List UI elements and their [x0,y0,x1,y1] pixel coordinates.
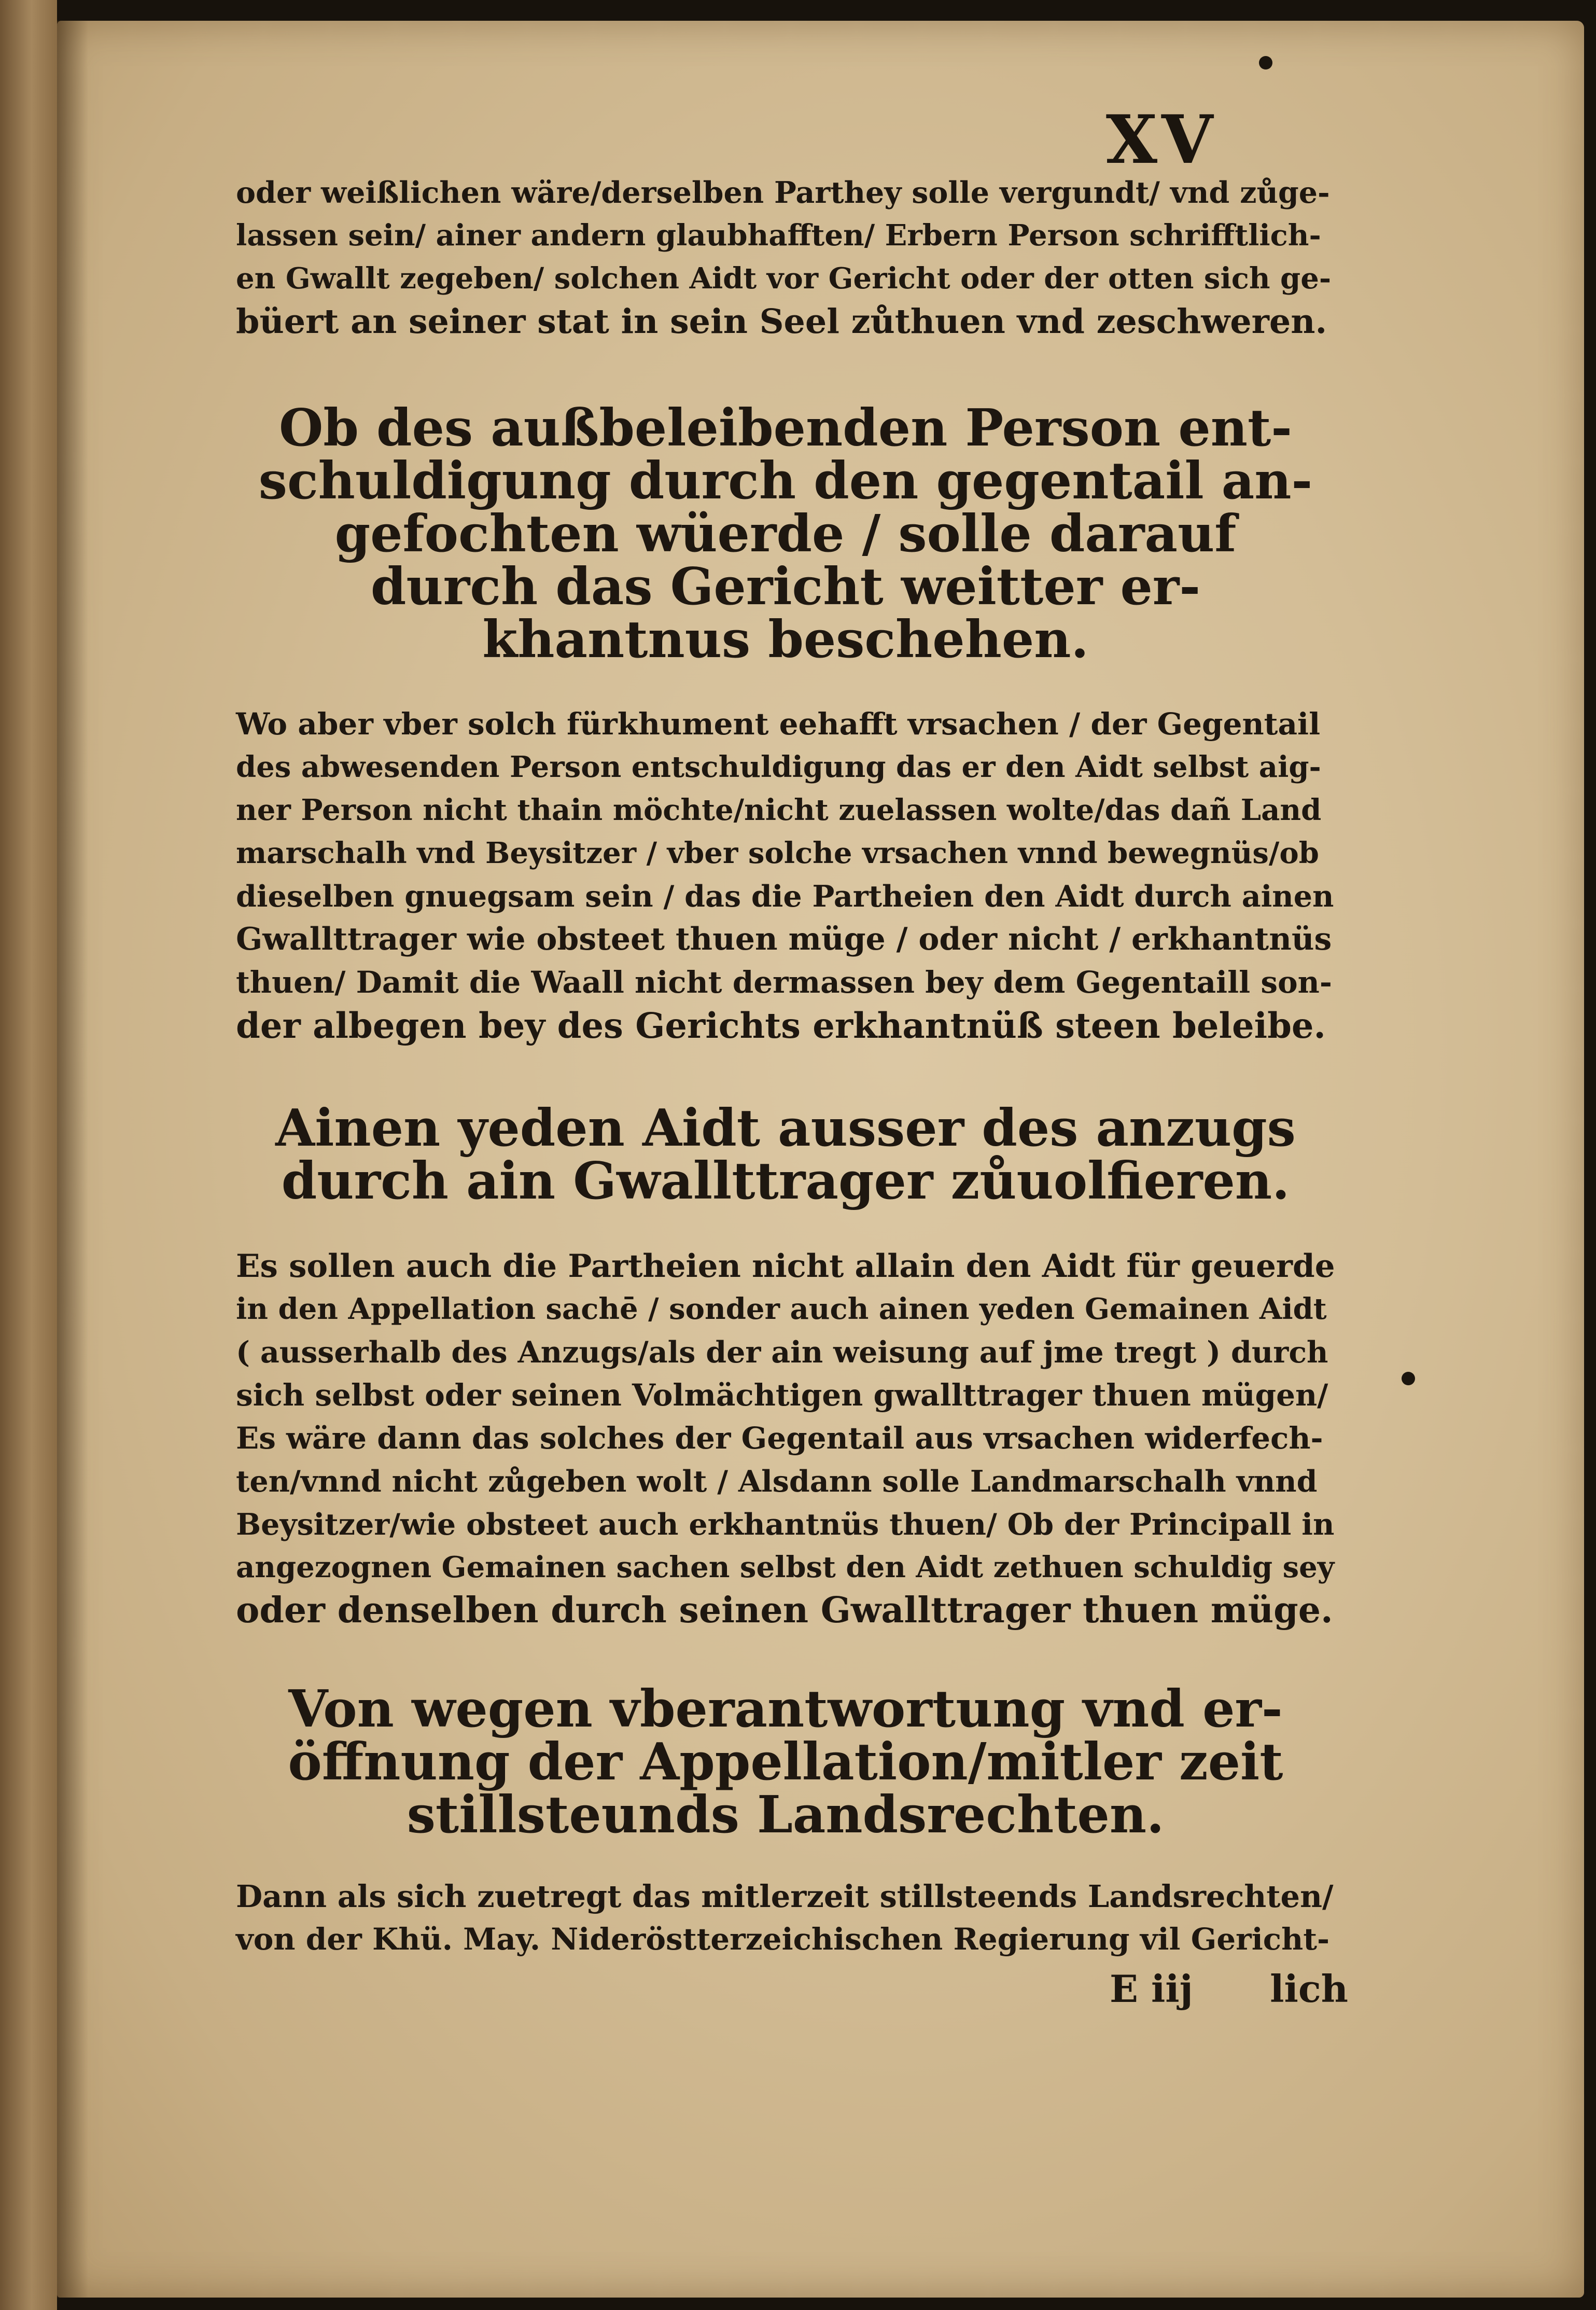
heading-line: schuldigung durch den gegentail an- [258,451,1313,511]
ink-spot [1259,56,1272,69]
signature-mark: E iij [1110,1967,1193,2011]
page-footer [1110,1966,1348,2012]
heading-3 [236,1679,1335,1845]
text-line: Beysitzer/wie obsteet auch erkhantnüs thuen/ Ob der Principall in [236,1507,1335,1542]
text-line: ner Person nicht thain möchte/nicht zuelassen wolte/das dañ Land [236,793,1322,827]
text-line: oder denselben durch seinen Gwallttrager thuen müge. [236,1590,1333,1631]
text-line: dieselben gnuegsam sein / das die Partheien den Aidt durch ainen [236,879,1334,914]
text-line: sich selbst oder seinen Volmächtigen gwallttrager thuen mügen/ [236,1377,1328,1413]
text-line: ( ausserhalb des Anzugs/als der ain weisung auf jme tregt ) durch [236,1335,1328,1370]
folio-number: XV [1105,101,1217,179]
text-line: Wo aber vber solch fürkhument eehafft vrsachen / der Gegentail [236,706,1321,742]
paragraph-1 [236,171,1335,343]
text-line: Es wäre dann das solches der Gegentail aus vrsachen widerfech- [236,1421,1323,1456]
text-line: Dann als sich zuetregt das mitlerzeit stillsteends Landsrechten/ [236,1878,1334,1914]
text-line: Es sollen auch die Partheien nicht allain den Aidt für geuerde [236,1248,1335,1285]
heading-1 [236,398,1335,670]
text-line: büert an seiner stat in sein Seel zůthuen vnd zeschweren. [236,302,1327,341]
paragraph-3 [236,1245,1335,1632]
text-line: en Gwallt zegeben/ solchen Aidt vor Gericht oder der otten sich ge- [236,261,1332,296]
heading-line: Von wegen vberantwortung vnd er- [288,1679,1283,1739]
text-line: der albegen bey des Gerichts erkhantnüß steen beleibe. [236,1005,1326,1046]
heading-line: Ob des außbeleibenden Person ent- [279,398,1292,458]
text-line: Gwallttrager wie obsteet thuen müge / oder nicht / erkhantnüs [236,921,1332,957]
heading-2 [236,1098,1335,1211]
heading-line: durch das Gericht weitter er- [370,557,1201,617]
paragraph-4 [236,1875,1335,1961]
heading-line: gefochten wüerde / solle darauf [334,504,1237,564]
page-gutter-shadow [57,21,88,2298]
heading-line: durch ain Gwallttrager zůuolfieren. [281,1151,1290,1211]
facing-page-edge [0,0,57,2310]
heading-line: öffnung der Appellation/mitler zeit [288,1732,1283,1792]
text-line: lassen sein/ ainer andern glaubhafften/ Erbern Person schrifftlich- [236,218,1321,253]
catchword: lich [1270,1967,1348,2011]
heading-line: stillsteunds Landsrechten. [407,1785,1165,1845]
text-line: angezognen Gemainen sachen selbst den Aidt zethuen schuldig sey [236,1550,1335,1584]
text-line: marschalh vnd Beysitzer / vber solche vrsachen vnnd bewegnüs/ob [236,836,1319,870]
text-line: ten/vnnd nicht zůgeben wolt / Alsdann solle Landmarschalh vnnd [236,1464,1318,1499]
heading-line: khantnus beschehen. [482,610,1089,670]
text-line: thuen/ Damit die Waall nicht dermassen bey dem Gegentaill son- [236,965,1332,1000]
ink-spot [1402,1372,1415,1385]
text-line: von der Khü. May. Nideröstterzeichischen Regierung vil Gericht- [236,1922,1330,1957]
heading-line: Ainen yeden Aidt ausser des anzugs [275,1098,1296,1158]
text-line: in den Appellation sachē / sonder auch ainen yeden Gemainen Aidt [236,1292,1327,1326]
text-line: des abwesenden Person entschuldigung das er den Aidt selbst aig- [236,750,1321,784]
paragraph-2 [236,703,1335,1047]
text-line: oder weißlichen wäre/derselben Parthey solle vergundt/ vnd zůge- [236,175,1330,210]
